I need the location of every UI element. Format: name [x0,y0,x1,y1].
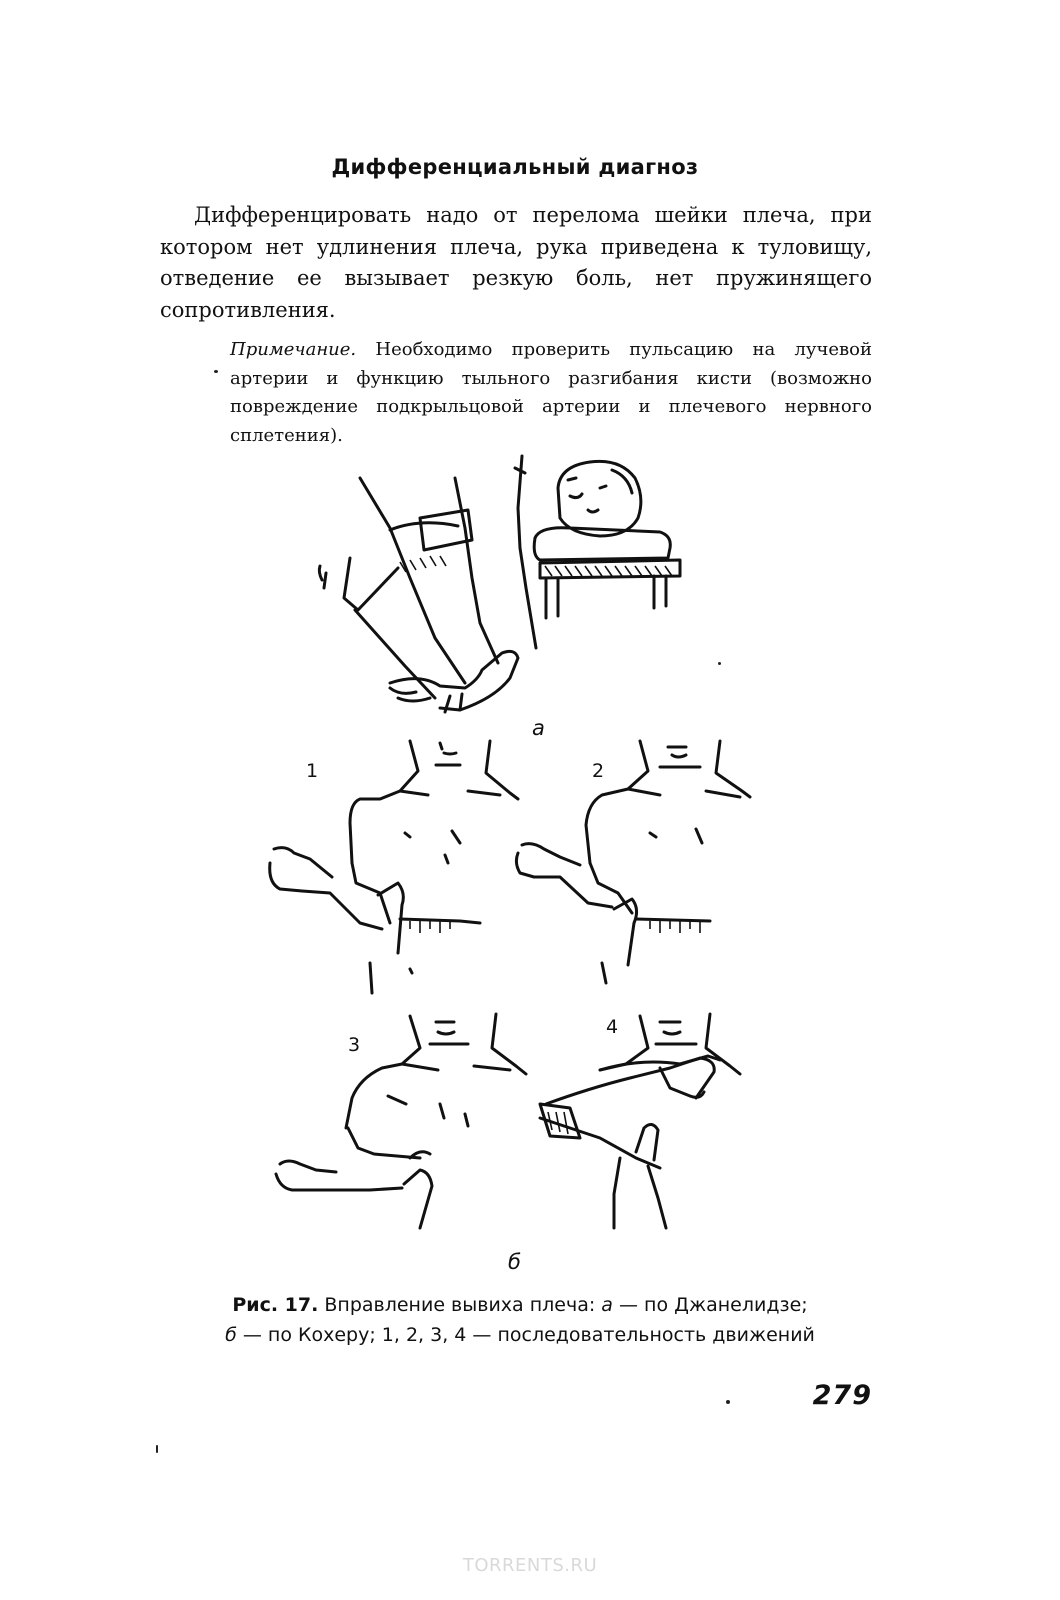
print-speck [156,1445,158,1453]
page-number: 279 [812,1380,872,1411]
note-text: Необходимо проверить пульсацию на лучевой артерии и функцию тыльного разгибания кисти (возможно повреждение подкрыльцовой артерии и плечевого нервного сплетения). [230,339,872,446]
step-number-3: 3 [348,1034,361,1056]
janelidze-method-illustration [319,456,680,712]
differential-paragraph: Дифференцировать надо от перелома шейки плеча, при котором нет удлинения плеча, рука приведена к туловищу, отведение ее вызывает резкую боль, нет пружинящего сопротивления. [160,203,872,322]
kocher-step-illustrations [270,741,750,1228]
note-paragraph [230,336,872,450]
step-number-2: 2 [592,760,605,782]
step-number-4: 4 [606,1016,619,1038]
caption-fig-number: Рис. 17. [232,1294,319,1316]
figure-caption [170,1290,870,1350]
figure-17 [240,448,860,1293]
caption-part-1: Вправление вывиха плеча: [318,1294,602,1316]
shoulder-reduction-illustration [240,448,860,1293]
label-a: а [532,716,545,740]
caption-part-3: — по Кохеру; 1, 2, 3, 4 — последовательность движений [236,1324,815,1346]
print-speck [718,662,721,665]
print-speck [214,370,218,373]
label-b: б [508,1250,521,1274]
note-label: Примечание. [230,339,357,360]
caption-part-2: — по Джанелидзе; [612,1294,808,1316]
print-speck [726,1400,730,1404]
caption-letter-b: б [225,1324,237,1346]
section-heading: Дифференциальный диагноз [331,155,699,179]
watermark: TORRENTS.RU [462,1555,598,1576]
step-number-1: 1 [306,760,319,782]
caption-letter-a: а [601,1294,613,1316]
